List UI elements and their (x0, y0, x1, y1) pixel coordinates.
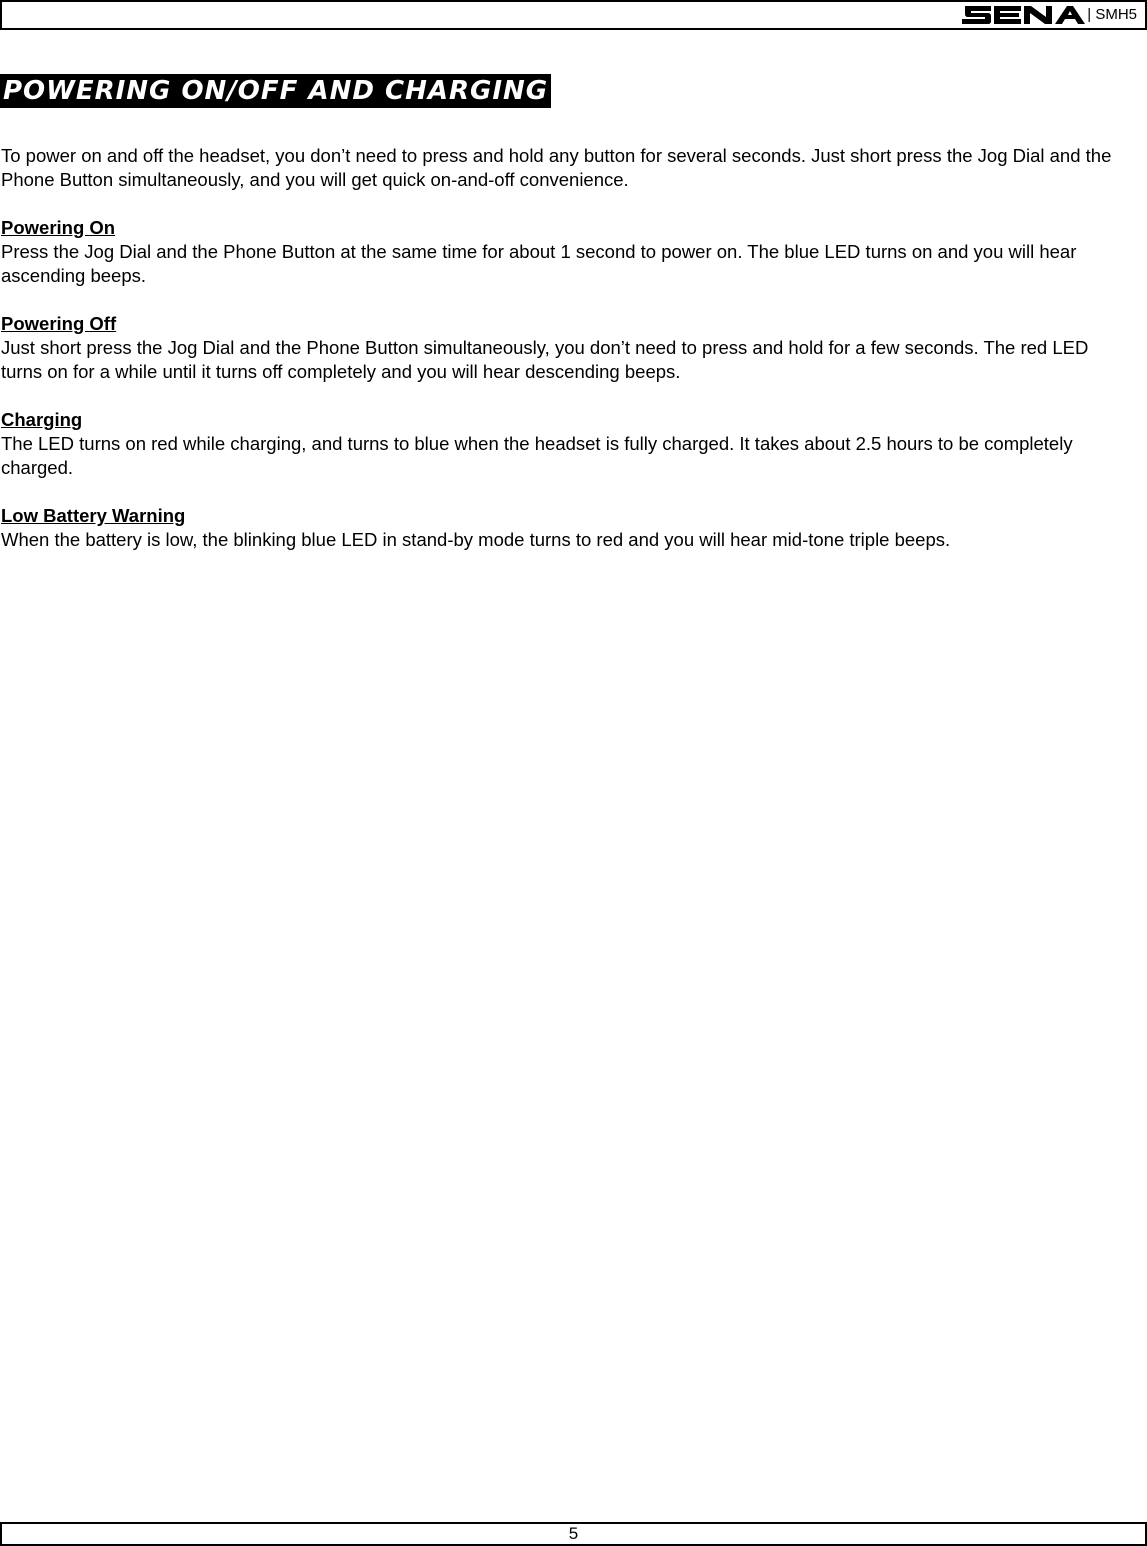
section-body: The LED turns on red while charging, and turns to blue when the headset is fully charged. It takes about 2.5 hours to be completely charged. (1, 433, 1073, 478)
section-charging (1, 408, 1126, 480)
model-name: | SMH5 (1087, 6, 1137, 23)
page-number: 5 (568, 1524, 579, 1543)
sena-logo (961, 4, 1085, 26)
section-low-battery-warning (1, 504, 1126, 552)
page-title: POWERING ON/OFF AND CHARGING (0, 74, 551, 108)
section-body: Just short press the Jog Dial and the Phone Button simultaneously, you don’t need to press and hold for a few seconds. The red LED turns on for a while until it turns off completely and you will hear descending beeps. (1, 337, 1089, 382)
page-header (0, 0, 1147, 30)
section-powering-on (1, 216, 1126, 288)
intro-paragraph: To power on and off the headset, you don’t need to press and hold any button for several seconds. Just short press the Jog Dial and the Phone Button simultaneously, and you will get quick on-and-off convenience. (1, 145, 1112, 190)
section-body: Press the Jog Dial and the Phone Button at the same time for about 1 second to power on. The blue LED turns on and you will hear ascending beeps. (1, 241, 1077, 286)
main-content (1, 144, 1126, 576)
section-heading: Low Battery Warning (1, 505, 186, 526)
section-body: When the battery is low, the blinking blue LED in stand-by mode turns to red and you will hear mid-tone triple beeps. (1, 529, 951, 550)
section-heading: Charging (1, 409, 83, 430)
section-heading: Powering On (1, 217, 116, 238)
page-footer (0, 1522, 1147, 1546)
section-heading: Powering Off (1, 313, 117, 334)
section-powering-off (1, 312, 1126, 384)
header-brand-area (961, 3, 1137, 27)
